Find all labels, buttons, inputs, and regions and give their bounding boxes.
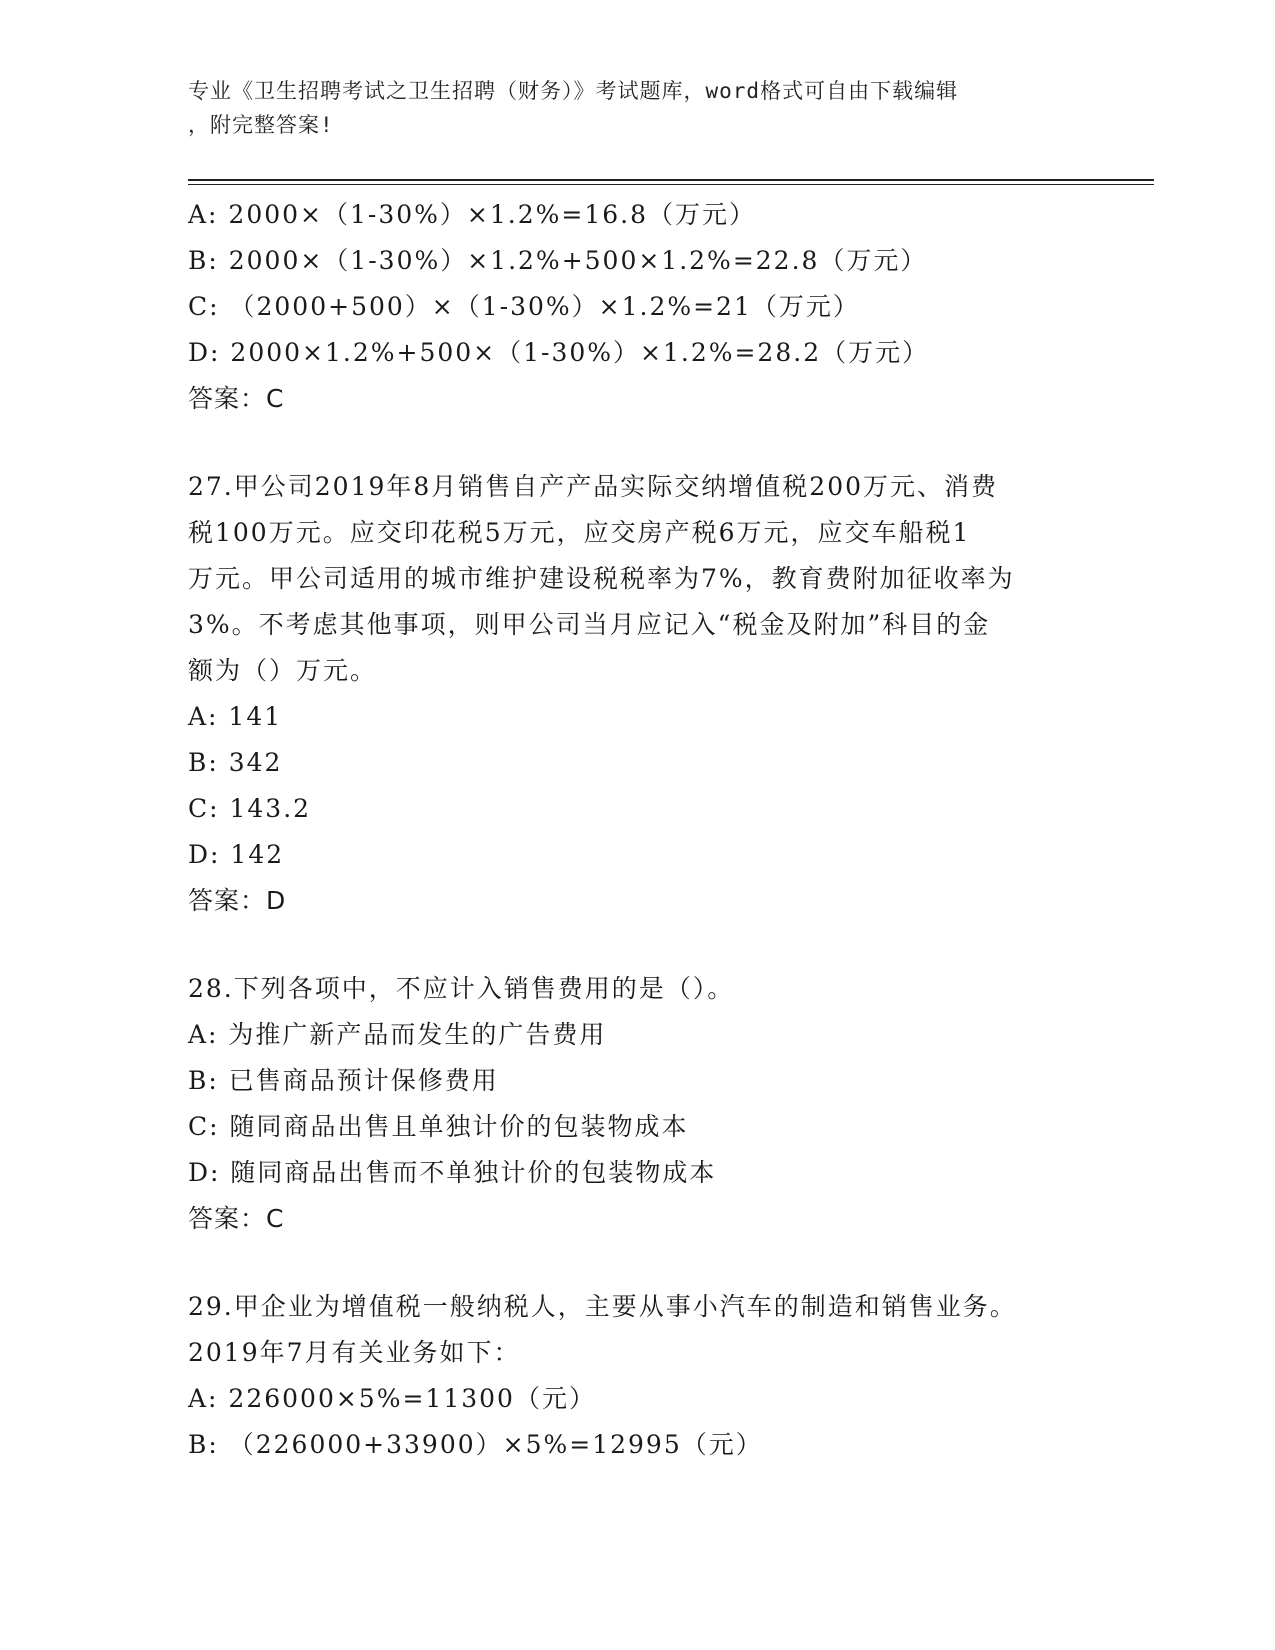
question-26 bbox=[188, 192, 1088, 422]
question-stem-line: 万元。甲公司适用的城市维护建设税税率为7%，教育费附加征收率为 bbox=[188, 564, 1015, 593]
question-stem-line: 27.甲公司2019年8月销售自产产品实际交纳增值税200万元、消费 bbox=[188, 472, 999, 501]
question-stem-line: 税100万元。应交印花税5万元，应交房产税6万元，应交车船税1 bbox=[188, 518, 971, 547]
document-header bbox=[188, 74, 1068, 142]
question-stem-line: 额为（）万元。 bbox=[188, 656, 378, 685]
question-stem-line: 29.甲企业为增值税一般纳税人，主要从事小汽车的制造和销售业务。 bbox=[188, 1292, 1017, 1321]
option-b: B: 2000×（1-30%）×1.2%+500×1.2%=22.8（万元） bbox=[188, 246, 928, 275]
header-line-1: 专业《卫生招聘考试之卫生招聘（财务）》考试题库，word格式可自由下载编辑 bbox=[188, 79, 959, 103]
option-c: C: （2000+500）×（1-30%）×1.2%=21（万元） bbox=[188, 292, 860, 321]
header-divider-thin bbox=[188, 184, 1154, 185]
option-b: B: 已售商品预计保修费用 bbox=[188, 1066, 499, 1095]
answer: 答案：C bbox=[188, 384, 285, 413]
question-stem-line: 3%。不考虑其他事项，则甲公司当月应记入“税金及附加”科目的金 bbox=[188, 610, 991, 639]
option-c: C: 143.2 bbox=[188, 794, 312, 823]
option-b: B: 342 bbox=[188, 748, 283, 777]
header-divider-thick bbox=[188, 179, 1154, 181]
answer: 答案：C bbox=[188, 1204, 285, 1233]
option-d: D: 2000×1.2%+500×（1-30%）×1.2%=28.2（万元） bbox=[188, 338, 930, 367]
answer: 答案：D bbox=[188, 886, 287, 915]
question-28 bbox=[188, 966, 1088, 1242]
option-a: A: 2000×（1-30%）×1.2%=16.8（万元） bbox=[188, 200, 756, 229]
question-stem-line: 28.下列各项中，不应计入销售费用的是（）。 bbox=[188, 974, 735, 1003]
question-27 bbox=[188, 464, 1088, 924]
option-b: B: （226000+33900）×5%=12995（元） bbox=[188, 1430, 763, 1459]
option-a: A: 141 bbox=[188, 702, 283, 731]
option-c: C: 随同商品出售且单独计价的包装物成本 bbox=[188, 1112, 689, 1141]
option-a: A: 为推广新产品而发生的广告费用 bbox=[188, 1020, 607, 1049]
option-a: A: 226000×5%=11300（元） bbox=[188, 1384, 596, 1413]
question-content bbox=[188, 192, 1088, 1468]
question-stem-line: 2019年7月有关业务如下： bbox=[188, 1338, 521, 1367]
header-line-2: ，附完整答案! bbox=[188, 113, 334, 137]
question-29 bbox=[188, 1284, 1088, 1468]
option-d: D: 142 bbox=[188, 840, 285, 869]
option-d: D: 随同商品出售而不单独计价的包装物成本 bbox=[188, 1158, 717, 1187]
